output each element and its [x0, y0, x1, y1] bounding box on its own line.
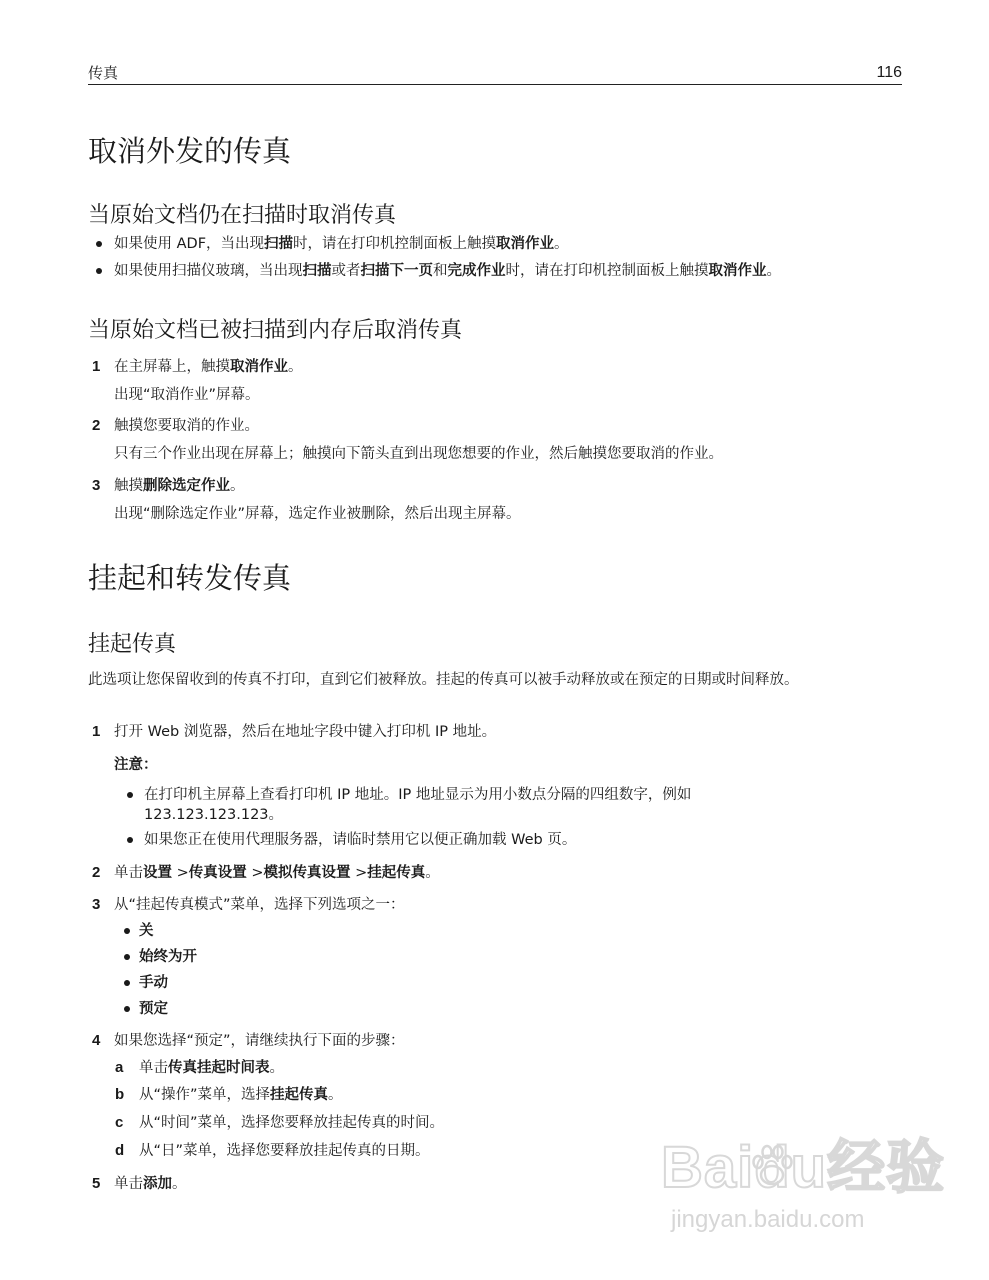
- page-number: 116: [876, 64, 902, 81]
- step-number: 1: [92, 723, 101, 740]
- step-number: 2: [92, 864, 101, 881]
- subsection-title-cancel-while-scanning: 当原始文档仍在扫描时取消传真: [88, 203, 397, 228]
- step-3-result: 出现“删除选定作业”屏幕，选定作业被删除，然后出现主屏幕。: [114, 506, 521, 522]
- step-number: 3: [92, 477, 101, 494]
- step-3-text: 从“挂起传真模式”菜单，选择下列选项之一：: [114, 897, 405, 913]
- step-number: 1: [92, 358, 101, 375]
- bullet-icon: [96, 268, 102, 274]
- watermark-url: jingyan.baidu.com: [671, 1206, 865, 1233]
- option-item: 关: [139, 923, 154, 939]
- intro-paragraph: 此选项让您保留收到的传真不打印，直到它们被释放。挂起的传真可以被手动释放或在预定的日期或时间释放。: [88, 672, 799, 688]
- bullet-icon: [96, 241, 102, 247]
- substep-letter: a: [115, 1059, 124, 1076]
- step-2-result: 只有三个作业出现在屏幕上；触摸向下箭头直到出现您想要的作业，然后触摸您要取消的作业。: [114, 446, 723, 462]
- watermark-logo: Baidu经验: [661, 1135, 946, 1200]
- substep-letter: b: [115, 1086, 125, 1103]
- step-1-result: 出现“取消作业”屏幕。: [114, 387, 260, 403]
- page-header: [88, 64, 902, 85]
- bullet-item-scanner-glass: 如果使用扫描仪玻璃，当出现扫描或者扫描下一页和完成作业时，请在打印机控制面板上触摸取消作业。: [114, 263, 781, 279]
- subsection-title-cancel-after-memory: 当原始文档已被扫描到内存后取消传真: [88, 318, 463, 343]
- step-1-text: 在主屏幕上，触摸取消作业。: [114, 359, 303, 375]
- bullet-icon: [124, 1006, 130, 1012]
- section-title-hold-forward-fax: 挂起和转发传真: [88, 561, 292, 595]
- step-number: 5: [92, 1175, 101, 1192]
- bullet-icon: [124, 928, 130, 934]
- step-4-text: 如果您选择“预定”，请继续执行下面的步骤：: [114, 1033, 405, 1049]
- step-3-text: 触摸删除选定作业。: [114, 478, 245, 494]
- step-number: 3: [92, 896, 101, 913]
- step-2-text: 触摸您要取消的作业。: [114, 418, 259, 434]
- option-item: 预定: [139, 1001, 168, 1017]
- section-title-cancel-outgoing-fax: 取消外发的传真: [88, 134, 292, 168]
- option-item: 始终为开: [139, 949, 197, 965]
- option-item: 手动: [139, 975, 168, 991]
- bullet-icon: [124, 954, 130, 960]
- step-1-text: 打开 Web 浏览器，然后在地址字段中键入打印机 IP 地址。: [114, 724, 497, 740]
- substep-letter: c: [115, 1114, 124, 1131]
- bullet-icon: [127, 792, 133, 798]
- note-item-proxy: 如果您正在使用代理服务器，请临时禁用它以便正确加载 Web 页。: [144, 832, 577, 848]
- bullet-item-adf: 如果使用 ADF，当出现扫描时，请在打印机控制面板上触摸取消作业。: [114, 236, 569, 252]
- step-number: 2: [92, 417, 101, 434]
- step-2-text: 单击设置 >传真设置 >模拟传真设置 >挂起传真。: [114, 865, 440, 881]
- note-label: 注意：: [114, 757, 158, 773]
- substep-letter: d: [115, 1142, 125, 1159]
- step-5-text: 单击添加。: [114, 1176, 187, 1192]
- substep-b-text: 从“操作”菜单，选择挂起传真。: [139, 1087, 343, 1103]
- step-number: 4: [92, 1032, 101, 1049]
- bullet-icon: [124, 980, 130, 986]
- bullet-icon: [127, 837, 133, 843]
- substep-a-text: 单击传真挂起时间表。: [139, 1060, 284, 1076]
- header-title: 传真: [88, 64, 119, 82]
- substep-d-text: 从“日”菜单，选择您要释放挂起传真的日期。: [139, 1143, 430, 1159]
- note-item-ip-address: 在打印机主屏幕上查看打印机 IP 地址。IP 地址显示为用小数点分隔的四组数字，例如 123.123.123.123。: [144, 787, 692, 823]
- baidu-watermark: [661, 1135, 946, 1246]
- substep-c-text: 从“时间”菜单，选择您要释放挂起传真的时间。: [139, 1115, 445, 1131]
- subsection-title-hold-fax: 挂起传真: [88, 632, 177, 657]
